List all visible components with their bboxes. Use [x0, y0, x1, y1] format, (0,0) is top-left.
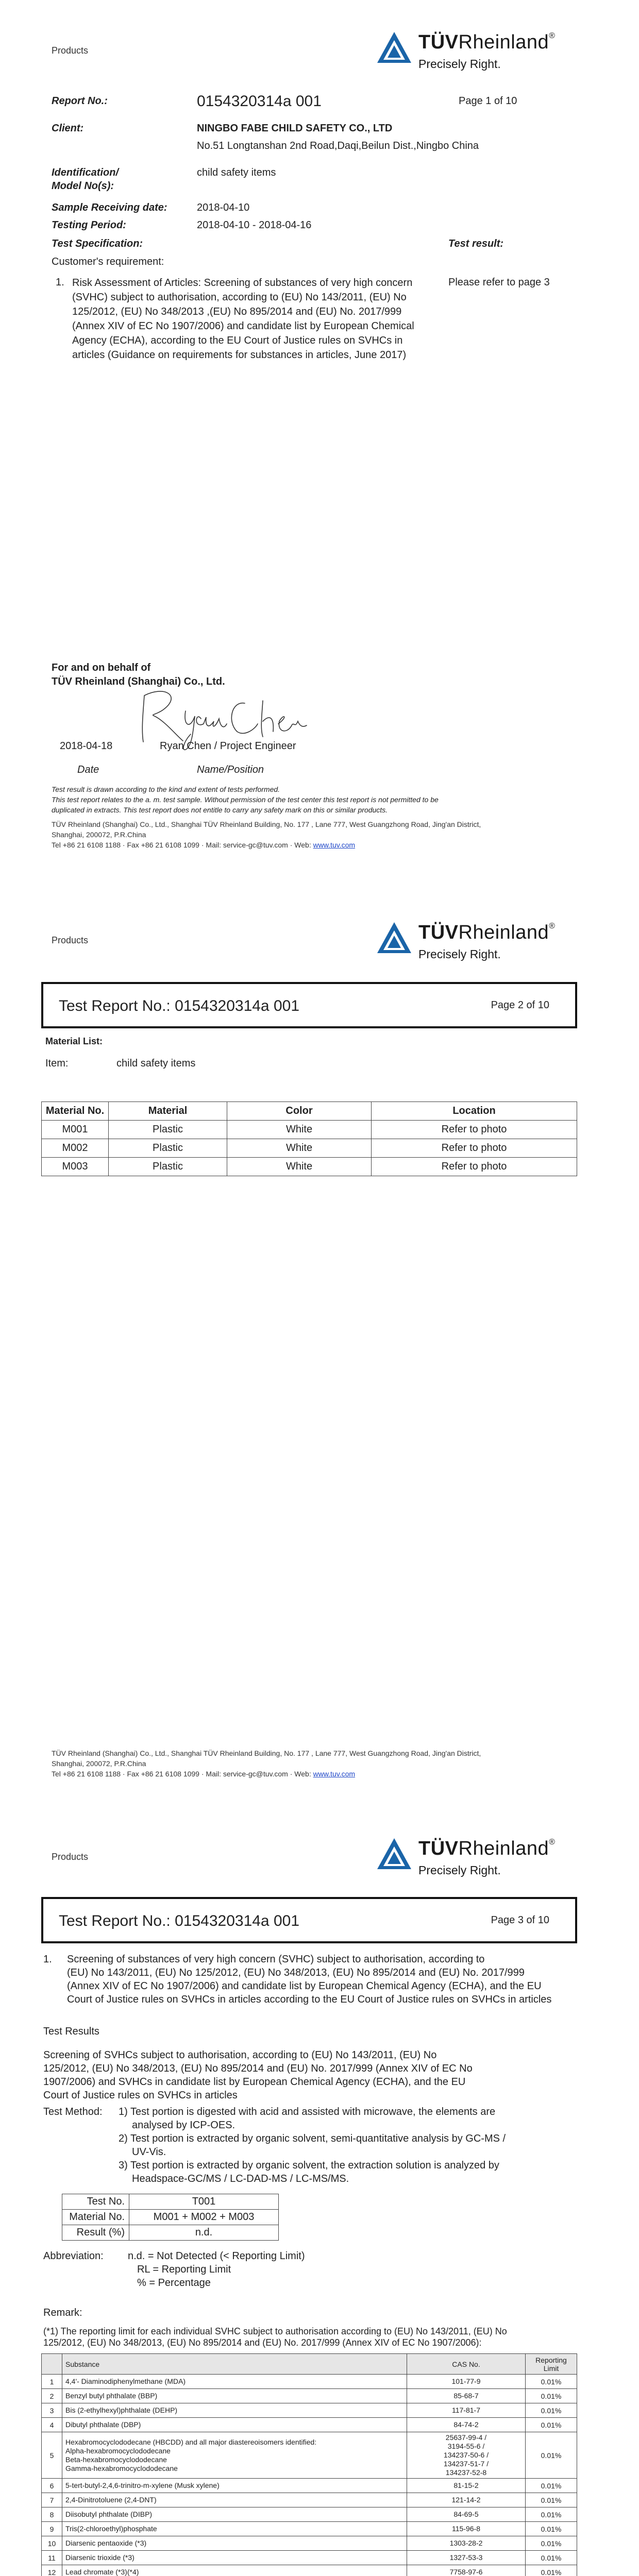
- col-substance: Substance: [62, 2354, 407, 2375]
- name-position-label: Name/Position: [197, 764, 264, 775]
- cas-number: 7758-97-6: [407, 2565, 526, 2576]
- table-row: [62, 2210, 279, 2225]
- reporting-limit: 0.01%: [526, 2536, 577, 2551]
- table-row: [42, 2432, 577, 2479]
- reporting-limit: 0.01%: [526, 2418, 577, 2432]
- cell: Test No.: [62, 2194, 129, 2210]
- item-number: 1.: [43, 1954, 52, 1965]
- cas-number: 1303-28-2: [407, 2536, 526, 2551]
- brand-name: TÜVRheinland®: [418, 1838, 556, 1859]
- substance-name: Hexabromocyclododecane (HBCDD) and all major diastereoisomers identified: Alpha-hexabromocyclododecane Beta-hexabromocyclododecane Gamma-hexabromocyclododecane: [62, 2432, 407, 2479]
- material-list-label: Material List:: [45, 1036, 103, 1046]
- table-header-row: [42, 2354, 577, 2375]
- cell: T001: [129, 2194, 279, 2210]
- reporting-limit: 0.01%: [526, 2493, 577, 2507]
- cell: Result (%): [62, 2225, 129, 2241]
- report-header-box: [41, 1897, 577, 1943]
- report-title: Test Report No.: 0154320314a 001: [59, 1912, 300, 1929]
- date-label: Date: [77, 764, 99, 775]
- client-name: NINGBO FABE CHILD SAFETY CO., LTD: [197, 123, 393, 134]
- cell: M002: [42, 1139, 109, 1158]
- cell: M003: [42, 1158, 109, 1176]
- table-row: [62, 2194, 279, 2210]
- cas-number: 84-74-2: [407, 2418, 526, 2432]
- cas-number: 85-68-7: [407, 2389, 526, 2403]
- test-method-label: Test Method:: [43, 2106, 103, 2117]
- item-number: 1.: [56, 277, 64, 288]
- table-row: [42, 2493, 577, 2507]
- substance-name: Diarsenic trioxide (*3): [62, 2551, 407, 2565]
- cas-number: 115-96-8: [407, 2522, 526, 2536]
- substance-name: Benzyl butyl phthalate (BBP): [62, 2389, 407, 2403]
- tuv-logo: [376, 1835, 572, 1881]
- risk-assessment-item: Risk Assessment of Articles: Screening of substances of very high concern (SVHC) subject to authorisation, according to (EU) No 143/2011, (EU) No 125/2012, (EU) No 348/2013 ,(EU) No 895/2014 and (EU) No. 2017/999 (Annex XIV of EC No 1907/2006) and candidate list by European Chemical Agency (ECHA), according to the EU Court of Justice rules on SVHCs in articles (Guidance on requirements for substances in articles, June 2017): [72, 277, 414, 361]
- reporting-limit: 0.01%: [526, 2403, 577, 2418]
- behalf-line-1: For and on behalf of: [52, 662, 151, 673]
- table-row: [42, 2551, 577, 2565]
- brand-name: TÜVRheinland®: [418, 922, 556, 943]
- table-row: [42, 2375, 577, 2389]
- substance-name: 4,4'- Diaminodiphenylmethane (MDA): [62, 2375, 407, 2389]
- row-number: 3: [42, 2403, 62, 2418]
- row-number: 10: [42, 2536, 62, 2551]
- behalf-line-2: TÜV Rheinland (Shanghai) Co., Ltd.: [52, 676, 225, 687]
- reporting-limit: 0.01%: [526, 2507, 577, 2522]
- signer-name: Ryan Chen / Project Engineer: [160, 740, 296, 752]
- sample-date-value: 2018-04-10: [197, 202, 250, 213]
- row-number: 2: [42, 2389, 62, 2403]
- model-label: Model No(s):: [52, 180, 114, 192]
- reporting-limit: 0.01%: [526, 2479, 577, 2493]
- table-row: [42, 1121, 577, 1139]
- identification-value: child safety items: [197, 167, 276, 178]
- company-address: TÜV Rheinland (Shanghai) Co., Ltd., Shanghai TÜV Rheinland Building, No. 177 , Lane 777, West Guangzhong Road, Jing'an District, Shanghai, 200072, P.R.China Tel +86 21 6108 1188 · Fax +86 21 6108 1099 · Mail: service-gc@tuv.com · Web: www.tuv.com: [52, 1749, 481, 1778]
- report-page-2: [0, 903, 639, 1806]
- remark-text: (*1) The reporting limit for each individual SVHC subject to authorisation according to (EU) No 143/2011, (EU) No 125/2012, (EU) No 348/2013, (EU) No 895/2014 and (EU) No. 2017/999 (Annex XIV of EC No 1907/2006):: [43, 2326, 507, 2348]
- table-row: [42, 2565, 577, 2576]
- brand-tagline: Precisely Right.: [418, 947, 501, 961]
- abbreviation-text: n.d. = Not Detected (< Reporting Limit) RL = Reporting Limit % = Percentage: [128, 2250, 305, 2289]
- row-number: 4: [42, 2418, 62, 2432]
- row-number: 8: [42, 2507, 62, 2522]
- table-row: [42, 2507, 577, 2522]
- screening-text: Screening of SVHCs subject to authorisation, according to (EU) No 143/2011, (EU) No 125/2012, (EU) No 348/2013, (EU) No 895/2014 and (EU) No. 2017/999 (Annex XIV of EC No 1907/2006) and SVHCs in candidate list by European Chemical Agency (ECHA), and the EU Court of Justice rules on SVHCs in articles: [43, 2049, 473, 2101]
- item-value: child safety items: [116, 1058, 196, 1069]
- report-no: 0154320314a 001: [197, 93, 322, 110]
- cas-number: 1327-53-3: [407, 2551, 526, 2565]
- customer-requirement: Customer's requirement:: [52, 256, 164, 267]
- cell: Refer to photo: [372, 1158, 577, 1176]
- substance-name: Lead chromate (*3)(*4): [62, 2565, 407, 2576]
- substance-name: Diisobutyl phthalate (DIBP): [62, 2507, 407, 2522]
- cell: n.d.: [129, 2225, 279, 2241]
- report-no-label: Report No.:: [52, 95, 108, 107]
- reporting-limit: 0.01%: [526, 2432, 577, 2479]
- cell: M001 + M002 + M003: [129, 2210, 279, 2225]
- col-limit: Reporting Limit: [526, 2354, 577, 2375]
- page-number: Page 3 of 10: [491, 1914, 549, 1926]
- result-table: [62, 2194, 279, 2241]
- table-row: [42, 2536, 577, 2551]
- table-row: [42, 1139, 577, 1158]
- products-label: Products: [52, 1852, 89, 1862]
- col-color: Color: [227, 1102, 372, 1121]
- reporting-limit: 0.01%: [526, 2389, 577, 2403]
- report-page-1: [0, 0, 639, 903]
- cas-number: 117-81-7: [407, 2403, 526, 2418]
- cell: White: [227, 1158, 372, 1176]
- brand-tagline: Precisely Right.: [418, 57, 501, 71]
- tuv-triangle-icon: [376, 1837, 412, 1870]
- cell: Refer to photo: [372, 1121, 577, 1139]
- cell: Plastic: [109, 1158, 227, 1176]
- abbreviation-label: Abbreviation:: [43, 2250, 104, 2262]
- report-title: Test Report No.: 0154320314a 001: [59, 997, 300, 1014]
- brand-tagline: Precisely Right.: [418, 1863, 501, 1877]
- products-label: Products: [52, 45, 89, 56]
- cell: White: [227, 1139, 372, 1158]
- tuv-logo: [376, 28, 572, 75]
- col-material: Material: [109, 1102, 227, 1121]
- report-header-box: [41, 982, 577, 1028]
- page-number: Page 1 of 10: [459, 95, 517, 107]
- substance-name: Bis (2-ethylhexyl)phthalate (DEHP): [62, 2403, 407, 2418]
- row-number: 7: [42, 2493, 62, 2507]
- client-address: No.51 Longtanshan 2nd Road,Daqi,Beilun Dist.,Ningbo China: [197, 140, 479, 151]
- cas-number: 84-69-5: [407, 2507, 526, 2522]
- table-row: [42, 2522, 577, 2536]
- cell: Plastic: [109, 1121, 227, 1139]
- row-number: 9: [42, 2522, 62, 2536]
- col-material-no: Material No.: [42, 1102, 109, 1121]
- cell: M001: [42, 1121, 109, 1139]
- test-spec-label: Test Specification:: [52, 238, 143, 249]
- table-row: [42, 2418, 577, 2432]
- reporting-limit: 0.01%: [526, 2522, 577, 2536]
- row-number: 1: [42, 2375, 62, 2389]
- row-number: 5: [42, 2432, 62, 2479]
- table-row: [42, 2403, 577, 2418]
- cas-number: 25637-99-4 / 3194-55-6 / 134237-50-6 / 134237-51-7 / 134237-52-8: [407, 2432, 526, 2479]
- reporting-limit: 0.01%: [526, 2375, 577, 2389]
- row-number: 11: [42, 2551, 62, 2565]
- tuv-logo: [376, 919, 572, 965]
- identification-label: Identification/: [52, 167, 119, 178]
- cell: Plastic: [109, 1139, 227, 1158]
- remark-label: Remark:: [43, 2307, 82, 2318]
- substance-name: Dibutyl phthalate (DBP): [62, 2418, 407, 2432]
- tuv-triangle-icon: [376, 921, 412, 954]
- test-result-label: Test result:: [448, 238, 504, 249]
- table-row: [42, 1158, 577, 1176]
- sample-date-label: Sample Receiving date:: [52, 202, 167, 213]
- substance-name: 2,4-Dinitrotoluene (2,4-DNT): [62, 2493, 407, 2507]
- reporting-limit: 0.01%: [526, 2551, 577, 2565]
- report-notes: Test result is drawn according to the kind and extent of tests performed. This test report relates to the a. m. test sample. Without permission of the test center this test report is not permitted to be duplicated in extracts. This test report does not entitle to carry any safety mark on this or similar products.: [52, 785, 439, 814]
- tuv-triangle-icon: [376, 31, 412, 64]
- material-table: [41, 1101, 577, 1176]
- substance-name: Diarsenic pentaoxide (*3): [62, 2536, 407, 2551]
- reporting-limit: 0.01%: [526, 2565, 577, 2576]
- test-results-heading: Test Results: [43, 2026, 99, 2037]
- client-label: Client:: [52, 123, 84, 134]
- report-page-3: [0, 1806, 639, 2576]
- brand-name: TÜVRheinland®: [418, 31, 556, 53]
- cas-number: 121-14-2: [407, 2493, 526, 2507]
- substance-name: Tris(2-chloroethyl)phosphate: [62, 2522, 407, 2536]
- website-link[interactable]: www.tuv.com: [313, 841, 356, 849]
- substance-name: 5-tert-butyl-2,4,6-trinitro-m-xylene (Musk xylene): [62, 2479, 407, 2493]
- substance-table: [41, 2353, 577, 2576]
- table-header-row: [42, 1102, 577, 1121]
- cell: Material No.: [62, 2210, 129, 2225]
- cas-number: 81-15-2: [407, 2479, 526, 2493]
- table-row: [42, 2389, 577, 2403]
- row-number: 6: [42, 2479, 62, 2493]
- company-address: TÜV Rheinland (Shanghai) Co., Ltd., Shanghai TÜV Rheinland Building, No. 177 , Lane 777, West Guangzhong Road, Jing'an District, Shanghai, 200072, P.R.China Tel +86 21 6108 1188 · Fax +86 21 6108 1099 · Mail: service-gc@tuv.com · Web: www.tuv.com: [52, 820, 481, 849]
- testing-period-value: 2018-04-10 - 2018-04-16: [197, 219, 312, 231]
- row-number: 12: [42, 2565, 62, 2576]
- cell: White: [227, 1121, 372, 1139]
- test-method-text: 1) Test portion is digested with acid and assisted with microwave, the elements are analysed by ICP-OES. 2) Test portion is extracted by organic solvent, semi-quantitative analysis by GC-MS / UV-Vis. 3) Test portion is extracted by organic solvent, the extraction solution is analyzed by Headspace-GC/MS / LC-DAD-MS / LC-MS/MS.: [119, 2106, 506, 2184]
- item-result: Please refer to page 3: [448, 277, 550, 288]
- website-link[interactable]: www.tuv.com: [313, 1770, 356, 1778]
- cas-number: 101-77-9: [407, 2375, 526, 2389]
- col-number: [42, 2354, 62, 2375]
- page-number: Page 2 of 10: [491, 999, 549, 1011]
- cell: Refer to photo: [372, 1139, 577, 1158]
- table-row: [42, 2479, 577, 2493]
- testing-period-label: Testing Period:: [52, 219, 126, 231]
- col-cas: CAS No.: [407, 2354, 526, 2375]
- table-row: [62, 2225, 279, 2241]
- screening-intro: Screening of substances of very high concern (SVHC) subject to authorisation, according to (EU) No 143/2011, (EU) No 125/2012, (EU) No 348/2013, (EU) No 895/2014 and (EU) No. 2017/999 (Annex XIV of EC No 1907/2006) and candidate list by European Chemical Agency (ECHA), and the EU Court of Justice rules on SVHCs in articles according to the EU Court of Justice rules on SVHCs in articles: [67, 1954, 552, 2005]
- products-label: Products: [52, 935, 89, 945]
- signature-date: 2018-04-18: [60, 740, 113, 752]
- item-label: Item:: [45, 1058, 69, 1069]
- col-location: Location: [372, 1102, 577, 1121]
